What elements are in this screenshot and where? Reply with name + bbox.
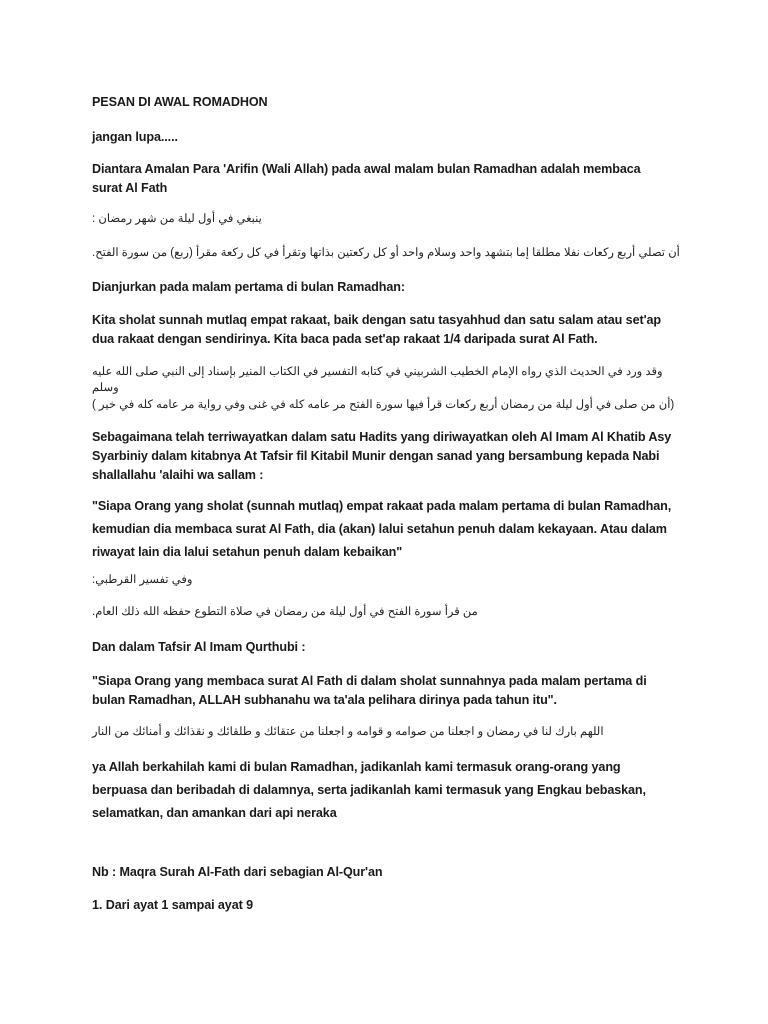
quote: "Siapa Orang yang membaca surat Al Fath di dalam sholat sunnahnya pada malam pertama di bulan Ramadhan, ALLAH subhanahu wa ta'ala pelihara dirinya pada tahun itu". [92,674,647,707]
quote: "Siapa Orang yang sholat (sunnah mutlaq) empat rakaat pada malam pertama di bulan Ramadhan, kemudian dia membaca surat Al Fath, dia (akan) lalui setahun penuh dalam kekayaan. Atau dalam riwayat lain dia lalui setahun penuh dalam kebaikan" [92,499,672,559]
paragraph: ya Allah berkahilah kami di bulan Ramadhan, jadikanlah kami termasuk orang-orang yang berpuasa dan beribadah di dalamnya, serta jadikanlah kami termasuk yang Engkau bebaskan, selamatkan, dan amankan dari api neraka [92,760,646,820]
arabic-text [92,572,692,588]
paragraph: Sebagaimana telah terriwayatkan dalam satu Hadits yang diriwayatkan oleh Al Imam Al Khatib Asy Syarbiniy dalam kitabnya At Tafsir fil Kitabil Munir dengan sanad yang bersambung kepada Nabi shallallahu 'alaihi wa sallam : [92,430,672,482]
arabic-line: اللهم بارك لنا في رمضان و اجعلنا من صوامه و قوامه و اجعلنا من عتقائك و طلقائك و نقذائك و أمنائك من النار [92,726,604,738]
arabic-text [92,397,692,413]
arabic-text [92,604,692,620]
document-title: PESAN DI AWAL ROMADHON [92,95,268,109]
paragraph: Diantara Amalan Para 'Arifin (Wali Allah) pada awal malam bulan Ramadhan adalah membaca surat Al Fath [92,162,641,195]
list-item: 1. Dari ayat 1 sampai ayat 9 [92,898,254,912]
paragraph: Kita sholat sunnah mutlaq empat rakaat, baik dengan satu tasyahhud dan satu salam atau set'ap dua rakaat dengan sendirinya. Kita baca pada set'ap rakaat 1/4 daripada surat Al Fath. [92,313,661,346]
arabic-line: وفي تفسير القرطبي: [92,574,193,586]
arabic-text [92,364,692,396]
arabic-line: ينبغي في أول ليلة من شهر رمضان : [92,213,262,225]
intro-text: jangan lupa..... [92,130,178,144]
note: Nb : Maqra Surah Al-Fath dari sebagian Al-Qur'an [92,865,383,879]
arabic-line: (أن من صلى في أول ليلة من رمضان أربع ركعات قرأ فيها سورة الفتح مر عامه كله في غنى وفي رواية مر عامه كله في خير ) [92,399,675,411]
arabic-text [92,211,692,227]
paragraph: Dan dalam Tafsir Al Imam Qurthubi : [92,640,306,654]
arabic-line: أن تصلي أربع ركعات نفلا مطلقا إما بتشهد واحد وسلام واحد أو كل ركعتين بذاتها وتقرأ في كل ركعة مقرأ (ربع) من سورة الفتح. [92,247,680,259]
arabic-text [92,724,692,740]
arabic-line: وقد ورد في الحديث الذي رواه الإمام الخطيب الشربيني في كتابه التفسير في الكتاب المنير بإسناد إلى النبي صلى الله عليه وسلم [92,366,663,394]
arabic-line: من قرأ سورة الفتح في أول ليلة من رمضان في صلاة التطوع حفظه الله ذلك العام. [92,606,478,618]
arabic-text [92,245,692,261]
paragraph: Dianjurkan pada malam pertama di bulan Ramadhan: [92,280,405,294]
